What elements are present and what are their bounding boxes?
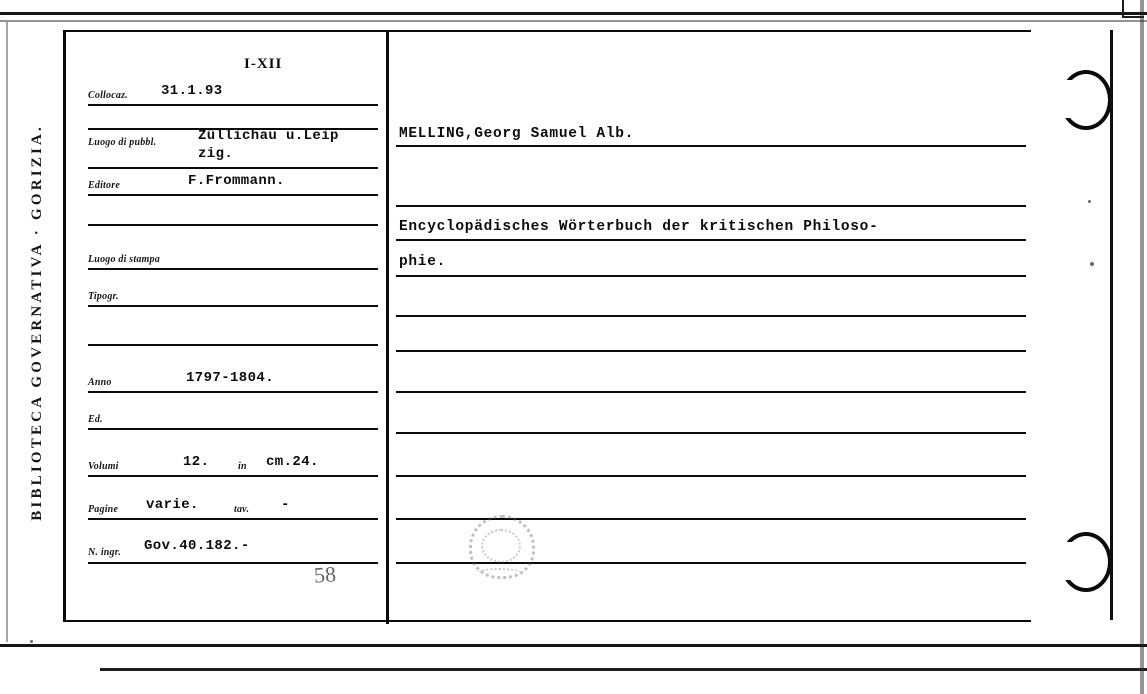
field-value-luogo-pubbl-line2: zig. — [198, 146, 234, 162]
rule-volumi — [88, 475, 378, 477]
rule-tipografo — [88, 305, 378, 307]
field-label-collocazione: Collocaz. — [88, 90, 128, 101]
scan-speck — [30, 640, 33, 643]
field-label-volumi: Volumi — [88, 461, 119, 472]
scan-frame-bottom-line — [0, 644, 1147, 647]
field-label-tipografo: Tipogr. — [88, 291, 119, 302]
library-stamp-inner-ring — [481, 529, 521, 563]
rule-title-2 — [396, 275, 1026, 277]
rule-luogo-stampa — [88, 268, 378, 270]
binder-hole-top-icon — [1060, 70, 1112, 130]
scan-frame-left-line — [6, 22, 8, 642]
field-value-collocazione: 31.1.93 — [161, 83, 223, 99]
rule-right-blank-1 — [396, 205, 1026, 207]
rule-right-blank-3 — [396, 350, 1026, 352]
binder-hole-top-cut — [1058, 80, 1080, 118]
field-value-anno: 1797-1804. — [186, 370, 275, 386]
card-column-divider — [386, 32, 389, 624]
field-label-pagine: Pagine — [88, 504, 119, 515]
library-stamp-tail — [477, 568, 521, 578]
scan-right-edge — [1140, 0, 1144, 694]
scan-frame-bottom-line-secondary — [100, 668, 1147, 671]
entry-author: MELLING,Georg Samuel Alb. — [399, 126, 635, 142]
catalogue-card — [63, 30, 1031, 622]
binder-hole-bottom-cut — [1058, 542, 1080, 580]
scan-top-margin — [0, 0, 1147, 10]
library-spine-label — [10, 30, 64, 615]
scan-speck — [1088, 200, 1091, 203]
field-value-volumi: 12. — [183, 454, 210, 470]
field-value-formato: cm.24. — [266, 454, 319, 470]
rule-right-blank-5 — [396, 432, 1026, 434]
binder-rail-line — [1110, 30, 1113, 620]
rule-blank-2 — [88, 344, 378, 346]
field-value-editore: F.Frommann. — [188, 173, 285, 189]
library-spine-label-text: BIBLIOTECA GOVERNATIVA · GORIZIA. — [28, 124, 45, 521]
field-label-edizione: Ed. — [88, 414, 103, 425]
rule-blank-1 — [88, 224, 378, 226]
field-label-editore: Editore — [88, 180, 120, 191]
rule-anno — [88, 391, 378, 393]
rule-right-blank-4 — [396, 391, 1026, 393]
rule-editore — [88, 194, 378, 196]
scan-frame-top-line — [0, 12, 1147, 15]
scan-speck — [1090, 262, 1094, 266]
rule-pagine — [88, 518, 378, 520]
collocation-superscript: I-XII — [244, 56, 283, 72]
rule-author — [396, 145, 1026, 147]
entry-title-line1: Encyclopädisches Wörterbuch der kritischen Philoso- — [399, 219, 879, 235]
library-stamp-icon — [455, 505, 545, 580]
field-label-tavole: tav. — [234, 504, 250, 515]
rule-title-1 — [396, 239, 1026, 241]
field-value-luogo-pubbl: Züllichau u.Leip — [198, 128, 339, 144]
field-label-luogo-pubbl: Luogo di pubbl. — [88, 137, 157, 148]
pencil-annotation: 58 — [313, 561, 337, 588]
field-value-pagine: varie. — [146, 497, 199, 513]
rule-collocazione — [88, 104, 378, 106]
field-value-n-ingresso: Gov.40.182.- — [144, 538, 250, 554]
field-label-n-ingresso: N. ingr. — [88, 547, 122, 558]
rule-right-blank-2 — [396, 315, 1026, 317]
field-label-anno: Anno — [88, 377, 112, 388]
binder-hole-bottom-icon — [1060, 532, 1112, 592]
field-value-tavole: - — [281, 497, 290, 513]
rule-luogo-pubbl — [88, 167, 378, 169]
field-label-volumi-in: in — [238, 461, 247, 472]
scan-frame-top-line-secondary — [0, 20, 1147, 22]
entry-title-line2: phie. — [399, 254, 447, 270]
field-label-luogo-stampa: Luogo di stampa — [88, 254, 160, 265]
rule-right-blank-6 — [396, 475, 1026, 477]
rule-edizione — [88, 428, 378, 430]
